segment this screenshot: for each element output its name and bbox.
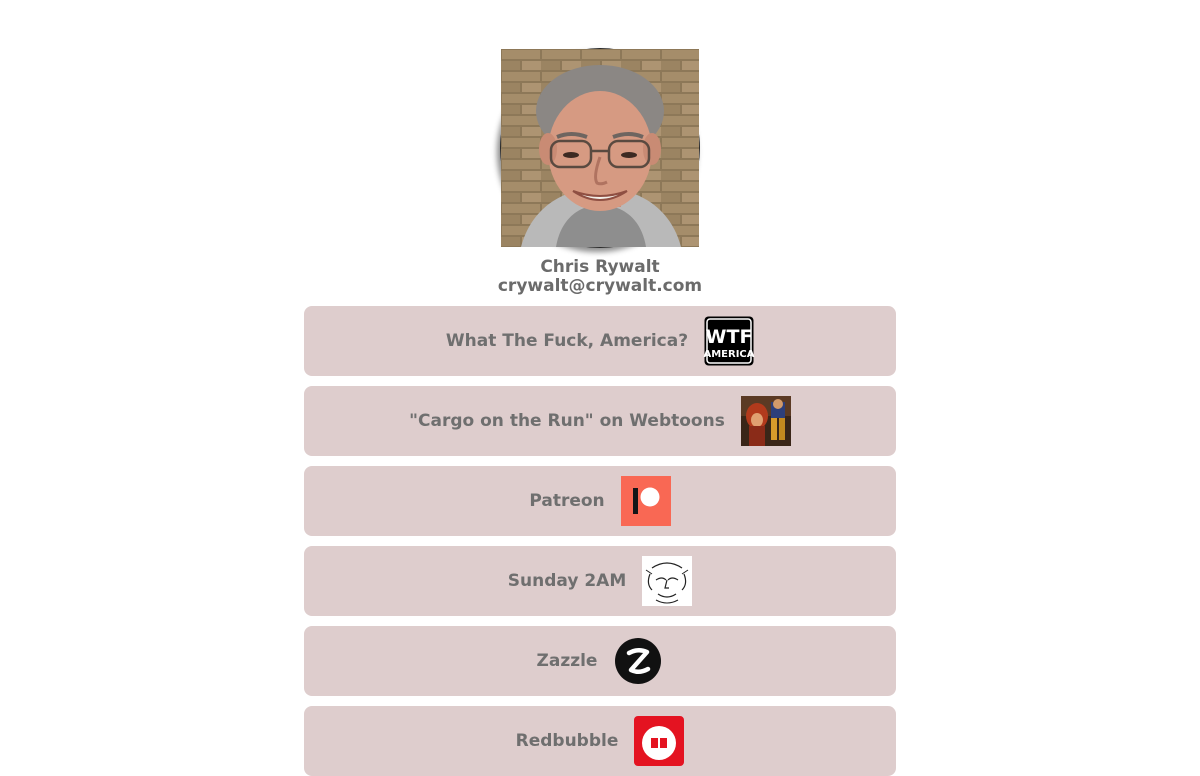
avatar [500,48,700,248]
link-label: Sunday 2AM [507,571,627,591]
logo-text-wtf: WTF [705,326,753,348]
profile-photo [501,49,699,247]
logo-text-america: AMERICA [703,349,755,360]
link-patreon[interactable] [304,466,896,536]
link-label: "Cargo on the Run" on Webtoons [409,411,725,431]
link-zazzle[interactable] [304,626,896,696]
redbubble-icon [634,716,684,766]
link-wtf-america[interactable] [304,306,896,376]
link-label: What The Fuck, America? [445,331,689,351]
link-label: Patreon [529,491,605,511]
profile-name: Chris Rywalt [540,257,660,277]
patreon-icon [621,476,671,526]
wtf-america-logo-icon [704,316,754,366]
comic-thumbnail-icon [741,396,791,446]
zazzle-icon [613,636,663,686]
link-label: Zazzle [536,651,598,671]
link-sunday-2am[interactable] [304,546,896,616]
profile-email[interactable]: crywalt@crywalt.com [497,276,703,296]
sketch-face-icon [642,556,692,606]
link-cargo-on-the-run[interactable] [304,386,896,456]
link-redbubble[interactable] [304,706,896,776]
link-label: Redbubble [515,731,619,751]
